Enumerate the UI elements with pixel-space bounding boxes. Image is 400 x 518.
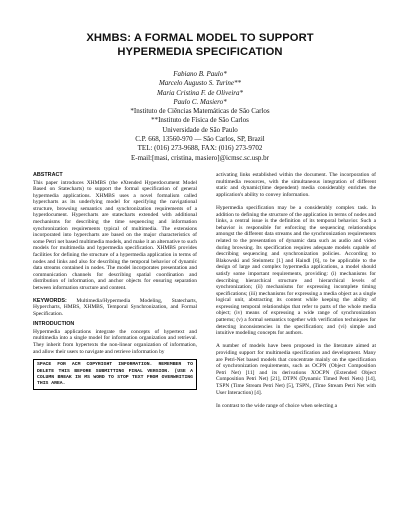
body-paragraph: Hypermedia specification may be a considerably complex task. In addition to defining the structure of the application in terms of nodes and links, a central issue is the definition of its temporal behavior. Such a behavior is responsible for enforcing the sequencing relationships amongst the different data streams and the synchronization requirements related to the presentation of dynamic data such as audio and video during browsing. Its specification requires adequate models capable of describing sequencing and synchronization policies. According to Blakowski and Steinmetz [1] and Haindl [6], to be applicable to the design of large and complex hypermedia applications, a model should satisfy some important requirements, providing: (i) mechanisms for describing hierarchical structure and hierarchical levels of synchronization; (ii) mechanisms for expressing incomplete timing specifications; (iii) mechanisms for expressing a media object as a single logical unit, abstracting its content while keeping the ability of expressing temporal relationships that refer to parts of the whole media object; (iv) means of expressing a wide range of synchronization patterns; (v) a formal semantics together with verification techniques for detecting inconsistencies in the specification; and (vi) simple and intuitive modeling concepts for authors.	[216, 204, 376, 337]
affiliation-line: TEL: (016) 273-9688, FAX: (016) 273-9702	[137, 144, 263, 153]
introduction-heading: INTRODUCTION	[33, 321, 75, 328]
author-name: Fabiano B. Paulo*	[173, 70, 227, 78]
body-paragraph: A number of models have been proposed in the literature aimed at providing support for multimedia specification and development. Many are Petri-Net based models that concentrate mainly on the specification of synchronization requirements, such as OCPN (Object Composition Petri Net) [11] and its derivations XOCPN (Extended Object Composition Petri Net) [21], DTPN (Dynamic Timed Petri Nets) [14], TSPN (Time Stream Petri Net) [5], TSPN₁ (Time Stream Petri Net with User Interaction) [4].	[216, 343, 376, 396]
affiliation-line: C.P. 668, 13560-970 — São Carlos, SP, Brazil	[135, 135, 265, 144]
title-line-1: XHMBS: A FORMAL MODEL TO SUPPORT	[86, 32, 314, 44]
email-line: E-mail:[masi, cristina, masiero]@icmsc.sc.usp.br	[130, 153, 270, 162]
introduction-text: Hypermedia applications integrate the concepts of hypertext and multimedia into a single model for information organization and retrieval. They inherit from hypertexts the non-linear organization of information, and allow their users to navigate and retrieve information by	[33, 328, 197, 355]
body-paragraph: activating links established within the document. The incorporation of multimedia resources, with the simultaneous integration of different static and dynamic(time dependent) media considerably enriches the application's ability to convey information.	[216, 172, 376, 198]
keywords-text: Multimedia/Hypermedia Modeling, Statecharts, Hypercharts, HMBS, XHMBS, Temporal Synchronization, and Formal Specification.	[33, 297, 197, 317]
author-name: Marcelo Augusto S. Turine**	[158, 79, 242, 88]
title-line-2: HYPERMEDIA SPECIFICATION	[117, 46, 283, 58]
abstract-heading: ABSTRACT	[33, 172, 63, 178]
body-paragraph: In contrast to the wide range of choice when selecting a	[216, 402, 338, 409]
left-column	[33, 172, 197, 390]
author-name: Maria Cristina F. de Oliveira*	[156, 88, 243, 97]
paper-title	[20, 31, 380, 59]
keywords	[33, 298, 197, 318]
copyright-placeholder-box: SPACE FOR ACM COPYRIGHT INFORMATION. REMEMBER TO DELETE THIS BEFORE SUBMITTING FINAL VERSION. (USE A COLUMN BREAK IN MS WORD TO STOP TEXT FROM OVERWRITING THIS AREA.	[33, 359, 197, 390]
author-block	[20, 70, 380, 163]
author-name: Paulo C. Masiero*	[173, 97, 227, 106]
affiliation-line: Universidade de São Paulo	[162, 125, 238, 134]
affiliation-line: *Instituto de Ciências Matemáticas de São Carlos	[130, 107, 270, 116]
affiliation-line: **Instituto de Física de São Carlos	[151, 116, 249, 125]
keywords-label: KEYWORDS:	[33, 297, 67, 304]
abstract-text: This paper introduces XHMBS (the eXtended Hyperdocument Model Based on Statecharts) to support the formal specification of general hypermedia applications. XHMBS uses a novel formalism called hypercharts as its underlying model for specifying the navigational structure, browsing semantics and synchronization requirements of a hyperdocument. Hypercharts are statecharts extended with additional mechanisms for describing the time sequencing and information synchronization requirements typical of multimedia. The extensions incorporated into hypercharts are based on the major characteristics of some Petri net based multimedia models, and make it an alternative to such models for multimedia and hypermedia specification. XHMBS provides facilities for defining the structure of a hypermedia application in terms of nodes and links and also for describing the temporal behavior of dynamic data streams contained in nodes. The model incorporates presentation and communication channels for describing spatial coordination and distribution of information, and anchor objects for ensuring separation between information structure and content.	[33, 179, 197, 291]
right-column	[216, 172, 376, 409]
